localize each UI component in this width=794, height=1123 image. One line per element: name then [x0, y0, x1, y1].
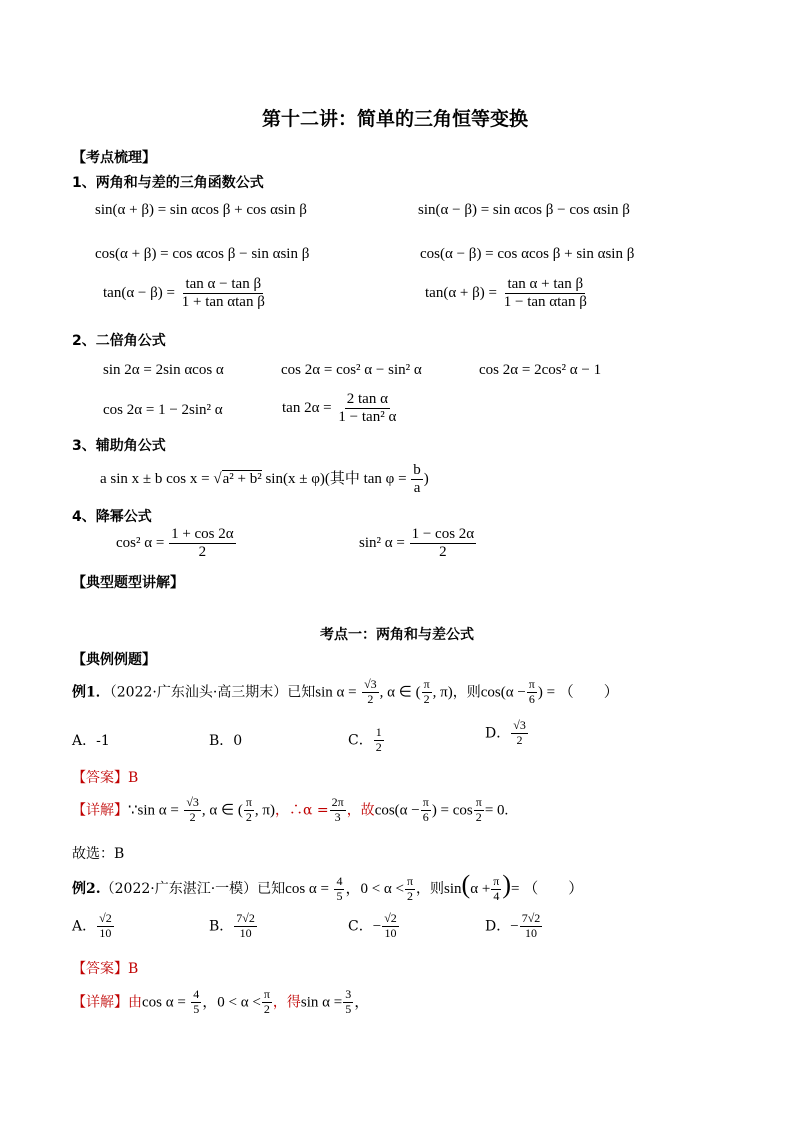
example-1-option-c: C． $\frac{1}{2}$	[348, 725, 382, 754]
formula-sin-minus: sin(α − β) = sin αcos β − cos αsin β	[418, 202, 630, 218]
example-1-choice: 故选：B	[72, 846, 125, 862]
formula-sin2: sin 2α = 2sin αcos α	[103, 362, 224, 378]
example-1-option-b: B．0	[209, 733, 243, 749]
example-2-option-a: A． $\frac{√2}{10}$	[72, 911, 112, 940]
example-2-detail: 【详解】由cos α = $\frac{4}{5}$ ，0 < α < $\frac{\pi}{2}$ ，得sin α = $\frac{3}{5}$ ，	[72, 987, 370, 1016]
example-2-option-b: B． $\frac{7√2}{10}$	[209, 911, 255, 940]
example-2-option-d: D．− $\frac{7√2}{10}$	[485, 911, 541, 940]
formula-cos-plus: cos(α + β) = cos αcos β − sin αsin β	[95, 246, 310, 262]
section-examples: 【典例例题】	[72, 652, 156, 668]
heading-sum-difference: 1、两角和与差的三角函数公式	[72, 175, 264, 191]
example-1-option-a: A．-1	[72, 733, 110, 749]
formula-auxiliary: a sin x ± b cos x = √a² + b² sin(x ± φ)(其中 tan φ = $\frac{b}{a}$ )	[100, 462, 429, 497]
formula-sin-squared: sin² α = $\frac{1 - \cos 2\alpha}{2}$	[359, 526, 475, 561]
formula-tan-plus: tan(α + β) = $\frac{\text{tan α + tan β}}{\text{1 − tan αtan β}}$	[425, 276, 587, 311]
formula-cos2-a: cos 2α = cos² α − sin² α	[281, 362, 422, 378]
formula-cos2-b: cos 2α = 2cos² α − 1	[479, 362, 602, 378]
example-1-detail: 【详解】∵sin α = $\frac{√3}{2}$ , α ∈ ( $\frac{\pi}{2}$ , π)，∴α = $\frac{2\pi}{3}$ ，故cos(α − $\frac{\pi}{6}$ ) = cos $\frac{\pi}{2}$ = 0.	[72, 795, 509, 824]
section-key-points: 【考点梳理】	[72, 150, 156, 166]
formula-tan2: tan 2α = $\frac{\text{2 tan α}}{\text{1 − tan² α}}$	[282, 391, 397, 426]
example-2-question: 例2.（2022·广东湛江·一模）已知cos α = $\frac{4}{5}$ ，0 < α < $\frac{\pi}{2}$ ，则sin(α + $\frac{\pi}{4}$ )= （ ）	[72, 870, 584, 903]
formula-sin-plus: sin(α + β) = sin αcos β + cos αsin β	[95, 202, 307, 218]
example-2-option-c: C．− $\frac{√2}{10}$	[348, 911, 397, 940]
example-1-option-d: D． $\frac{√3}{2}$	[485, 718, 526, 747]
formula-cos-squared: cos² α = $\frac{1 + \cos 2\alpha}{2}$	[116, 526, 234, 561]
key-point-1: 考点一：两角和与差公式	[320, 627, 474, 643]
page-title: 第十二讲：简单的三角恒等变换	[262, 108, 529, 130]
section-typical-problems: 【典型题型讲解】	[72, 575, 184, 591]
heading-power-reduction: 4、降幂公式	[72, 509, 152, 525]
formula-cos2-c: cos 2α = 1 − 2sin² α	[103, 402, 223, 418]
heading-double-angle: 2、二倍角公式	[72, 333, 166, 349]
formula-tan-minus: tan(α − β) = $\frac{\text{tan α − tan β}}{\text{1 + tan αtan β}}$	[103, 276, 265, 311]
example-2-answer: 【答案】B	[72, 961, 139, 977]
formula-cos-minus: cos(α − β) = cos αcos β + sin αsin β	[420, 246, 635, 262]
example-1-question: 例1．（2022·广东汕头·高三期末）已知sin α = $\frac{√3}{2}$ , α ∈ ( $\frac{\pi}{2}$ , π)，则cos(α − $\frac{\pi}{6}$ ) = （ ）	[72, 677, 619, 706]
heading-auxiliary-angle: 3、辅助角公式	[72, 438, 166, 454]
example-1-answer: 【答案】B	[72, 770, 139, 786]
